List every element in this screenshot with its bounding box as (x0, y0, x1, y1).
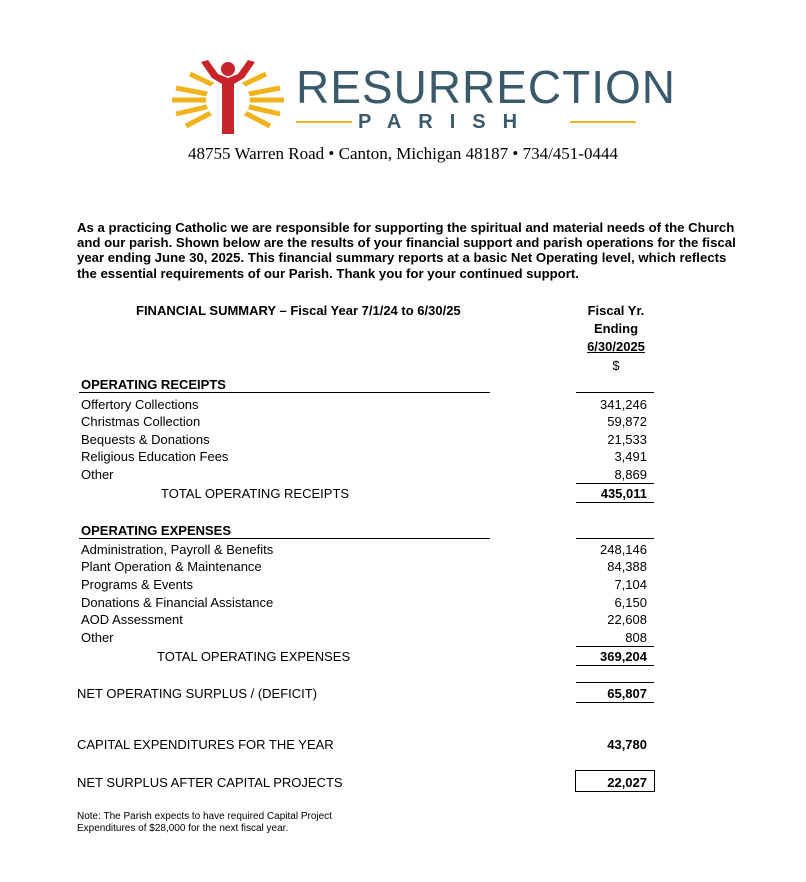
expense-label: Administration, Payroll & Benefits (81, 542, 274, 557)
expense-value: 6,150 (614, 595, 647, 610)
capex-label: CAPITAL EXPENDITURES FOR THE YEAR (77, 737, 334, 752)
expense-label: Donations & Financial Assistance (81, 595, 274, 610)
receipts-total-value: 435,011 (600, 486, 647, 501)
expense-value: 248,146 (600, 542, 647, 557)
receipt-value: 3,491 (614, 449, 647, 464)
expenses-sum-line (576, 646, 654, 647)
expense-label: Programs & Events (81, 577, 193, 592)
receipt-label: Offertory Collections (81, 397, 199, 412)
brand-name: RESURRECTION (296, 61, 677, 113)
parish-address: 48755 Warren Road • Canton, Michigan 48187 • 734/451-0444 (188, 144, 618, 163)
expenses-heading: OPERATING EXPENSES (81, 523, 232, 538)
receipts-total-underline (576, 502, 654, 503)
capex-value: 43,780 (607, 737, 647, 752)
expense-value: 808 (625, 630, 647, 645)
parish-logo (168, 52, 288, 140)
intro-paragraph: As a practicing Catholic we are responsible for supporting the spiritual and material needs of the Church and our parish. Shown below are the results of your financial support and parish operations for the fiscal year ending June 30, 2025. This financial summary reports at a basic Net Operating level, which reflects the essential requirements of our Parish. Thank you for your continued support. (77, 220, 736, 281)
receipt-value: 59,872 (607, 414, 647, 429)
column-header-line1: Fiscal Yr. (587, 303, 645, 318)
expenses-col-divider (576, 538, 654, 539)
expenses-total-underline (576, 665, 654, 666)
expense-label: Plant Operation & Maintenance (81, 559, 262, 574)
brand-sub-text: PARISH (358, 111, 535, 133)
expense-label: Other (81, 630, 114, 645)
receipts-heading: OPERATING RECEIPTS (81, 377, 226, 392)
expenses-total-value: 369,204 (600, 649, 647, 664)
receipt-label: Christmas Collection (81, 414, 201, 429)
column-header-line2: Ending (593, 321, 639, 336)
receipt-value: 21,533 (607, 432, 647, 447)
net-surplus-label: NET OPERATING SURPLUS / (DEFICIT) (77, 686, 318, 701)
net-surplus-value: 65,807 (607, 686, 647, 701)
surplus-top-line (576, 682, 654, 683)
net-after-capex-value: 22,027 (607, 775, 647, 790)
receipts-sum-line (576, 483, 654, 484)
expense-value: 84,388 (607, 559, 647, 574)
brand-sub (296, 110, 636, 134)
receipt-label: Other (81, 467, 114, 482)
net-after-capex-label: NET SURPLUS AFTER CAPITAL PROJECTS (77, 775, 343, 790)
column-header-date: 6/30/2025 (587, 339, 645, 354)
expense-value: 22,608 (607, 612, 647, 627)
footnote: Note: The Parish expects to have required Capital Project Expenditures of $28,000 for the next fiscal year. (77, 811, 332, 834)
receipt-value: 341,246 (600, 397, 647, 412)
expenses-divider (79, 538, 490, 539)
receipts-total-label: TOTAL OPERATING RECEIPTS (161, 486, 350, 501)
receipt-label: Bequests & Donations (81, 432, 210, 447)
expense-value: 7,104 (614, 577, 647, 592)
receipts-col-divider (576, 392, 654, 393)
receipt-label: Religious Education Fees (81, 449, 229, 464)
expenses-total-label: TOTAL OPERATING EXPENSES (157, 649, 351, 664)
expense-label: AOD Assessment (81, 612, 183, 627)
surplus-bottom-line (576, 702, 654, 703)
receipts-divider (79, 392, 490, 393)
summary-title: FINANCIAL SUMMARY – Fiscal Year 7/1/24 to 6/30/25 (136, 303, 461, 318)
receipt-value: 8,869 (614, 467, 647, 482)
currency-symbol: $ (612, 358, 620, 373)
